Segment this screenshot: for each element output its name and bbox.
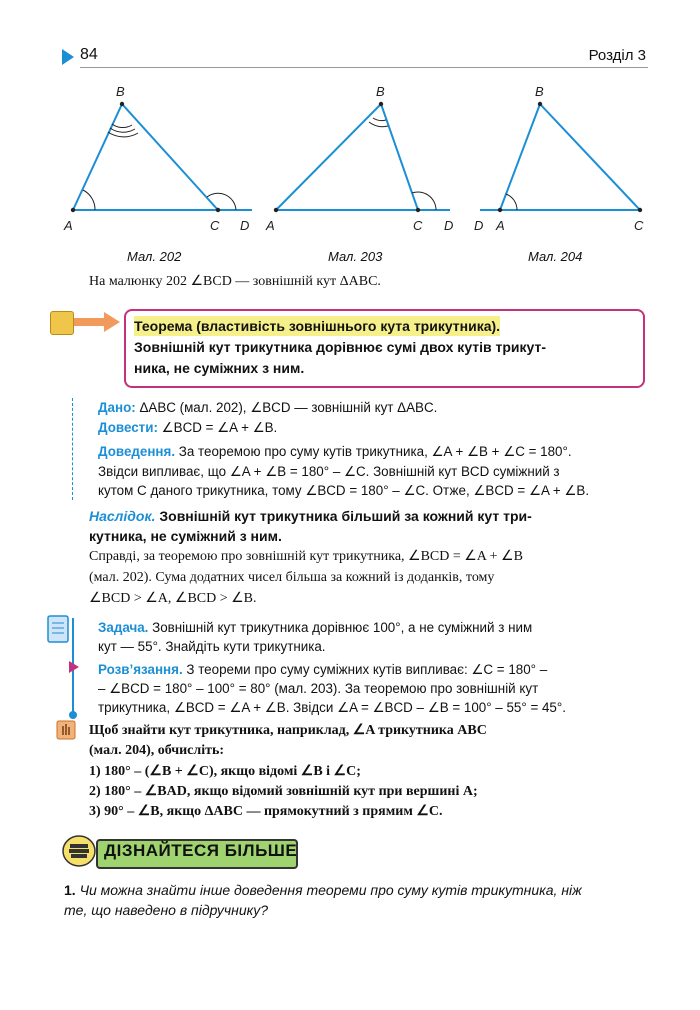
- tip-item-1: 1) 180° – (∠B + ∠C), якщо відомі ∠B і ∠C;: [89, 764, 361, 779]
- solution-marker-icon: [67, 660, 81, 674]
- solution-text-1: З теореми про суму суміжних кутів випливає: ∠C = 180° –: [182, 662, 548, 677]
- figure-204: [480, 104, 640, 210]
- prove-text: ∠BCD = ∠A + ∠B.: [157, 420, 278, 435]
- intro-text: На малюнку 202 ∠BCD — зовнішній кут ΔABC.: [89, 274, 381, 289]
- header-marker-icon: [62, 49, 74, 65]
- solution-line-2: – ∠BCD = 180° – 100° = 80° (мал. 203). За теоремою про зовнішній кут: [98, 681, 539, 696]
- caption-204: Мал. 204: [528, 249, 583, 264]
- theorem-line-1: Зовнішній кут трикутника дорівнює сумі двох кутів трикут-: [134, 339, 547, 355]
- given-text: ΔABC (мал. 202), ∠BCD — зовнішній кут ΔABC.: [135, 400, 438, 415]
- label-B-203: B: [376, 84, 385, 99]
- corollary-text-1: Зовнішній кут трикутника більший за кожний кут три-: [155, 508, 532, 524]
- task-text-1: Зовнішній кут трикутника дорівнює 100°, а не суміжний з ним: [148, 620, 533, 635]
- label-C-204: C: [634, 218, 644, 233]
- theorem-line-2: ника, не суміжних з ним.: [134, 360, 305, 376]
- question-line-1: [64, 880, 582, 900]
- points-202: [71, 102, 220, 212]
- solution-line-3: трикутника, ∠BCD = ∠A + ∠B. Звідси ∠A = ∠BCD – ∠B = 100° – 55° = 45°.: [98, 700, 566, 715]
- indeed-line-3: ∠BCD > ∠A, ∠BCD > ∠B.: [89, 591, 257, 606]
- caption-203: Мал. 203: [328, 249, 383, 264]
- label-D-202: D: [240, 218, 250, 233]
- task-icon: [46, 614, 72, 644]
- question-line-2: те, що наведено в підручнику?: [64, 902, 269, 918]
- question-number: 1.: [64, 882, 76, 898]
- label-D-204: D: [474, 218, 484, 233]
- figure-202: [73, 104, 252, 210]
- header-divider: [80, 67, 648, 68]
- proof-rule: [72, 398, 73, 500]
- solution-label: Розв’язання.: [98, 662, 183, 677]
- given-line: [98, 398, 437, 417]
- task-line-2: кут — 55°. Знайдіть кути трикутника.: [98, 639, 326, 654]
- solution-end-dot: [68, 710, 78, 720]
- arrow-icon: [74, 312, 122, 332]
- tip-item-2: 2) 180° – ∠BAD, якщо відомий зовнішній кут при вершині A;: [89, 784, 478, 799]
- proof-line-3: кутом C даного трикутника, тому ∠BCD = 180° – ∠C. Отже, ∠BCD = ∠A + ∠B.: [98, 483, 590, 498]
- proof-label: Доведення.: [98, 444, 176, 459]
- corollary-label: Наслідок.: [89, 508, 156, 524]
- hand-icon: [56, 720, 76, 740]
- books-icon: [62, 835, 96, 867]
- tip-line-2: (мал. 204), обчисліть:: [89, 743, 225, 758]
- given-label: Дано:: [98, 400, 136, 415]
- label-C-203: C: [413, 218, 423, 233]
- tip-item-3: 3) 90° – ∠B, якщо ΔABC — прямокутний з прямим ∠C.: [89, 804, 443, 819]
- proof-line-2: Звідси випливає, що ∠A + ∠B = 180° – ∠C. Зовнішній кут BCD суміжний з: [98, 464, 560, 479]
- task-line-1: [98, 618, 532, 637]
- label-B-204: B: [535, 84, 544, 99]
- corollary-line-1: [89, 506, 532, 526]
- pencil-icon: [50, 311, 74, 335]
- tip-line-1: Щоб знайти кут трикутника, наприклад, ∠A трикутника ABC: [89, 723, 487, 738]
- task-label: Задача.: [98, 620, 149, 635]
- label-A-202: A: [64, 218, 73, 233]
- prove-line: [98, 418, 277, 437]
- indeed-line-1: Справді, за теоремою про зовнішній кут трикутника, ∠BCD = ∠A + ∠B: [89, 549, 523, 564]
- prove-label: Довести:: [98, 420, 158, 435]
- label-A-203: A: [266, 218, 275, 233]
- label-A-204: A: [496, 218, 505, 233]
- angle-marks-204: [506, 194, 517, 210]
- theorem-title: Теорема (властивість зовнішнього кута трикутника).: [134, 318, 501, 334]
- indeed-line-2: (мал. 202). Сума додатних чисел більша за кожний із доданків, тому: [89, 570, 495, 585]
- learn-more-label: ДІЗНАЙТЕСЯ БІЛЬШЕ: [104, 841, 298, 860]
- proof-line-1: [98, 442, 572, 461]
- solution-line-1: [98, 660, 547, 679]
- page-number: 84: [80, 46, 98, 63]
- label-B-202: B: [116, 84, 125, 99]
- figures-svg: [0, 80, 700, 240]
- label-D-203: D: [444, 218, 454, 233]
- caption-202: Мал. 202: [127, 249, 182, 264]
- corollary-line-2: кутника, не суміжний з ним.: [89, 528, 282, 544]
- section-title: Розділ 3: [588, 47, 646, 64]
- label-C-202: C: [210, 218, 220, 233]
- proof-text-1: За теоремою про суму кутів трикутника, ∠A + ∠B + ∠C = 180°.: [175, 444, 572, 459]
- question-text-1: Чи можна знайти інше доведення теореми про суму кутів трикутника, ніж: [75, 882, 582, 898]
- figure-203: [276, 104, 450, 210]
